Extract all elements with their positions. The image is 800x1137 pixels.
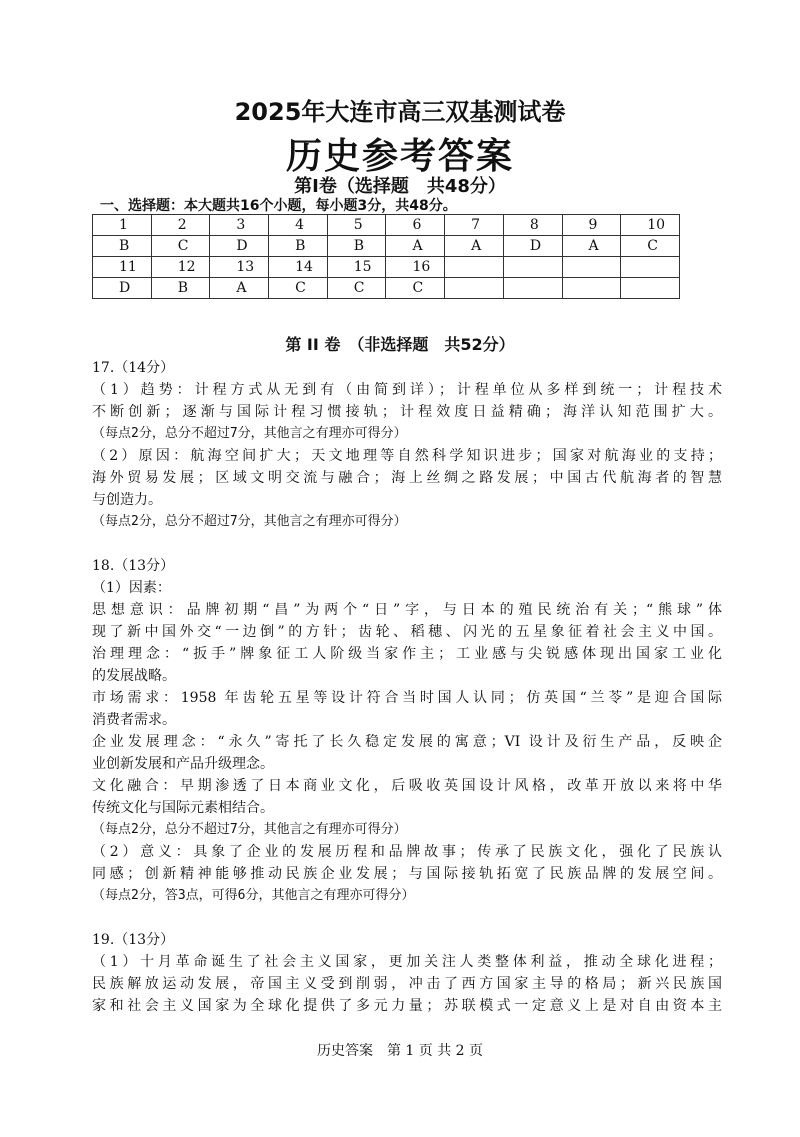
question-number-cell: 6 — [386, 215, 445, 236]
question-number-cell: 9 — [562, 215, 621, 236]
section1-instruction: 一、选择题：本大题共16个小题，每小题3分，共48分。 — [100, 198, 457, 214]
answer-cell: D — [210, 236, 269, 257]
answer-cell: B — [269, 236, 328, 257]
answer-line: 的发展战略。 — [92, 668, 176, 684]
answer-line: 思想意识：品牌初期“昌”为两个“日”字，与日本的殖民统治有关；“熊球”体 — [92, 602, 722, 618]
answer-line: 与创造力。 — [92, 492, 162, 508]
multiple-choice-answer-table — [92, 214, 680, 299]
question-number-cell: 3 — [210, 215, 269, 236]
answer-line: 传统文化与国际元素相结合。 — [92, 800, 274, 816]
scoring-note: （每点2分，总分不超过7分，其他言之有理亦可得分） — [92, 514, 407, 529]
empty-cell — [503, 278, 562, 299]
answer-cell: C — [621, 236, 680, 257]
answer-cell: B — [151, 278, 210, 299]
scoring-note: （每点2分，总分不超过7分，其他言之有理亦可得分） — [92, 822, 407, 837]
table-row — [93, 278, 680, 299]
answer-line: （1）因素： — [92, 580, 171, 596]
question-heading: 19.（13分） — [92, 932, 175, 948]
answer-body — [92, 357, 722, 1017]
scoring-note: （每点2分，答3点，可得6分，其他言之有理亦可得分） — [92, 888, 415, 903]
question-number-cell: 14 — [269, 257, 328, 278]
table-row — [93, 215, 680, 236]
answer-key-title: 历史参考答案 — [285, 136, 514, 177]
answer-cell: A — [386, 236, 445, 257]
part2-title: 第 II 卷 （非选择题 共52分） — [285, 335, 515, 354]
exam-title: 2025年大连市高三双基测试卷 — [234, 98, 566, 126]
question-number-cell: 16 — [386, 257, 445, 278]
answer-line: 市场需求：1958 年齿轮五星等设计符合当时国人认同；仿英国“兰苓”是迎合国际 — [92, 690, 722, 706]
empty-cell — [445, 278, 504, 299]
answer-cell: B — [93, 236, 152, 257]
question-heading: 18.（13分） — [92, 558, 175, 574]
question-heading: 17.（14分） — [92, 360, 175, 376]
answer-cell: A — [445, 236, 504, 257]
answer-cell: C — [269, 278, 328, 299]
page-footer: 历史答案 第 1 页 共 2 页 — [316, 1043, 484, 1059]
question-number-cell: 5 — [327, 215, 386, 236]
answer-cell: C — [327, 278, 386, 299]
empty-cell — [503, 257, 562, 278]
answer-line: （1）趋势：计程方式从无到有（由简到详）；计程单位从多样到统一；计程技术 — [92, 382, 722, 398]
empty-cell — [562, 278, 621, 299]
question-number-cell: 2 — [151, 215, 210, 236]
answer-line: 业创新发展和产品升级理念。 — [92, 756, 274, 772]
answer-line: 文化融合：早期渗透了日本商业文化，后吸收英国设计风格，改革开放以来将中华 — [92, 778, 722, 794]
question-17-block — [92, 357, 722, 533]
question-number-cell: 13 — [210, 257, 269, 278]
question-number-cell: 12 — [151, 257, 210, 278]
table-row — [93, 236, 680, 257]
answer-cell: C — [151, 236, 210, 257]
scoring-note: （每点2分，总分不超过7分，其他言之有理亦可得分） — [92, 426, 407, 441]
answer-line: 家和社会主义国家为全球化提供了多元力量；苏联模式一定意义上是对自由资本主 — [92, 998, 722, 1014]
question-19-block — [92, 929, 722, 1017]
answer-line: 现了新中国外交“一边倒”的方针；齿轮、稻穗、闪光的五星象征着社会主义中国。 — [92, 624, 722, 640]
empty-cell — [445, 257, 504, 278]
question-18-block — [92, 555, 722, 907]
empty-cell — [562, 257, 621, 278]
spacer — [92, 907, 722, 929]
answer-line: 治理理念：“扳手”牌象征工人阶级当家作主；工业感与尖锐感体现出国家工业化 — [92, 646, 722, 662]
question-number-cell: 1 — [93, 215, 152, 236]
answer-line: （2）原因：航海空间扩大；天文地理等自然科学知识进步；国家对航海业的支持； — [92, 448, 722, 464]
answer-line: 消费者需求。 — [92, 712, 176, 728]
question-number-cell: 11 — [93, 257, 152, 278]
question-number-cell: 4 — [269, 215, 328, 236]
answer-line: 同感；创新精神能够推动民族企业发展；与国际接轨拓宽了民族品牌的发展空间。 — [92, 866, 722, 882]
answer-cell: D — [503, 236, 562, 257]
answer-cell: C — [386, 278, 445, 299]
question-number-cell: 7 — [445, 215, 504, 236]
question-number-cell: 8 — [503, 215, 562, 236]
answer-cell: A — [210, 278, 269, 299]
answer-cell: A — [562, 236, 621, 257]
part1-title: 第Ⅰ卷（选择题 共48分） — [294, 176, 506, 197]
answer-line: 海外贸易发展；区域文明交流与融合；海上丝绸之路发展；中国古代航海者的智慧 — [92, 470, 722, 486]
question-number-cell: 15 — [327, 257, 386, 278]
question-number-cell: 10 — [621, 215, 680, 236]
answer-line: 民族解放运动发展，帝国主义受到削弱，冲击了西方国家主导的格局；新兴民族国 — [92, 976, 722, 992]
answer-line: 不断创新；逐渐与国际计程习惯接轨；计程效度日益精确；海洋认知范围扩大。 — [92, 404, 722, 420]
empty-cell — [621, 278, 680, 299]
answer-cell: D — [93, 278, 152, 299]
empty-cell — [621, 257, 680, 278]
answer-line: （2）意义：具象了企业的发展历程和品牌故事；传承了民族文化，强化了民族认 — [92, 844, 722, 860]
answer-line: （1）十月革命诞生了社会主义国家，更加关注人类整体利益，推动全球化进程； — [92, 954, 722, 970]
table-row — [93, 257, 680, 278]
spacer — [92, 533, 722, 555]
answer-cell: B — [327, 236, 386, 257]
answer-line: 企业发展理念：“永久”寄托了长久稳定发展的寓意；VI 设计及衍生产品，反映企 — [92, 734, 722, 750]
